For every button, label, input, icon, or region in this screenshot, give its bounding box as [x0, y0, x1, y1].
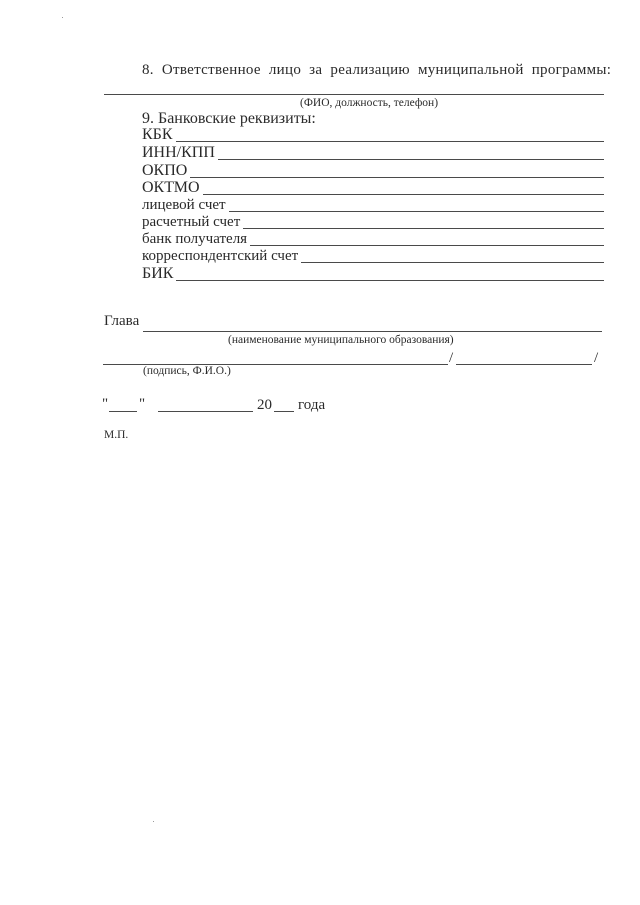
field-recipient-bank[interactable] [142, 231, 604, 248]
name-slash: / [594, 350, 599, 366]
date-year-line[interactable] [274, 411, 294, 412]
field-inn-kpp-line[interactable] [218, 159, 604, 160]
field-oktmo-line[interactable] [203, 194, 604, 195]
responsible-person-line[interactable] [104, 94, 604, 95]
date-quote-open: " [102, 396, 109, 412]
field-recipient-bank-label: банк получателя [142, 231, 248, 247]
field-oktmo-label: ОКТМО [142, 179, 200, 196]
field-kbk-line[interactable] [176, 141, 604, 142]
year-suffix: года [298, 397, 326, 413]
field-bik[interactable] [142, 266, 604, 283]
date-day-line[interactable] [109, 411, 137, 412]
responsible-person-caption: (ФИО, должность, телефон) [300, 97, 439, 109]
municipality-caption: (наименование муниципального образования) [228, 334, 454, 346]
field-correspondent-account-label: корреспондентский счет [142, 248, 299, 264]
field-personal-account-label: лицевой счет [142, 197, 226, 213]
field-okpo-label: ОКПО [142, 162, 188, 179]
field-correspondent-account[interactable] [142, 248, 604, 265]
field-kbk[interactable] [142, 127, 604, 144]
section-9-heading: 9. Банковские реквизиты: [142, 110, 316, 127]
field-oktmo[interactable] [142, 180, 604, 197]
field-settlement-account[interactable] [142, 214, 604, 231]
municipality-name-line[interactable] [143, 331, 602, 332]
field-okpo[interactable] [142, 163, 604, 180]
field-settlement-account-label: расчетный счет [142, 214, 241, 230]
field-inn-kpp-label: ИНН/КПП [142, 144, 215, 161]
field-settlement-account-line[interactable] [243, 228, 604, 229]
signature-slash: / [449, 350, 454, 366]
signature-caption: (подпись, Ф.И.О.) [143, 365, 231, 377]
date-quote-close: " [139, 396, 146, 412]
field-recipient-bank-line[interactable] [250, 245, 604, 246]
head-label: Глава [104, 313, 140, 329]
section-8-heading: 8. Ответственное лицо за реализацию муниципальной программы: [142, 62, 612, 78]
date-month-line[interactable] [158, 411, 253, 412]
stamp-place-label: М.П. [104, 429, 129, 441]
scan-speck [153, 821, 154, 822]
field-bik-line[interactable] [176, 280, 604, 281]
field-inn-kpp[interactable] [142, 145, 604, 162]
name-line[interactable] [456, 364, 592, 365]
field-bik-label: БИК [142, 265, 174, 282]
field-correspondent-account-line[interactable] [301, 262, 604, 263]
field-kbk-label: КБК [142, 126, 173, 143]
field-okpo-line[interactable] [190, 177, 604, 178]
field-personal-account-line[interactable] [229, 211, 604, 212]
field-personal-account[interactable] [142, 197, 604, 214]
year-prefix: 20 [257, 397, 272, 413]
scan-speck [62, 17, 63, 18]
